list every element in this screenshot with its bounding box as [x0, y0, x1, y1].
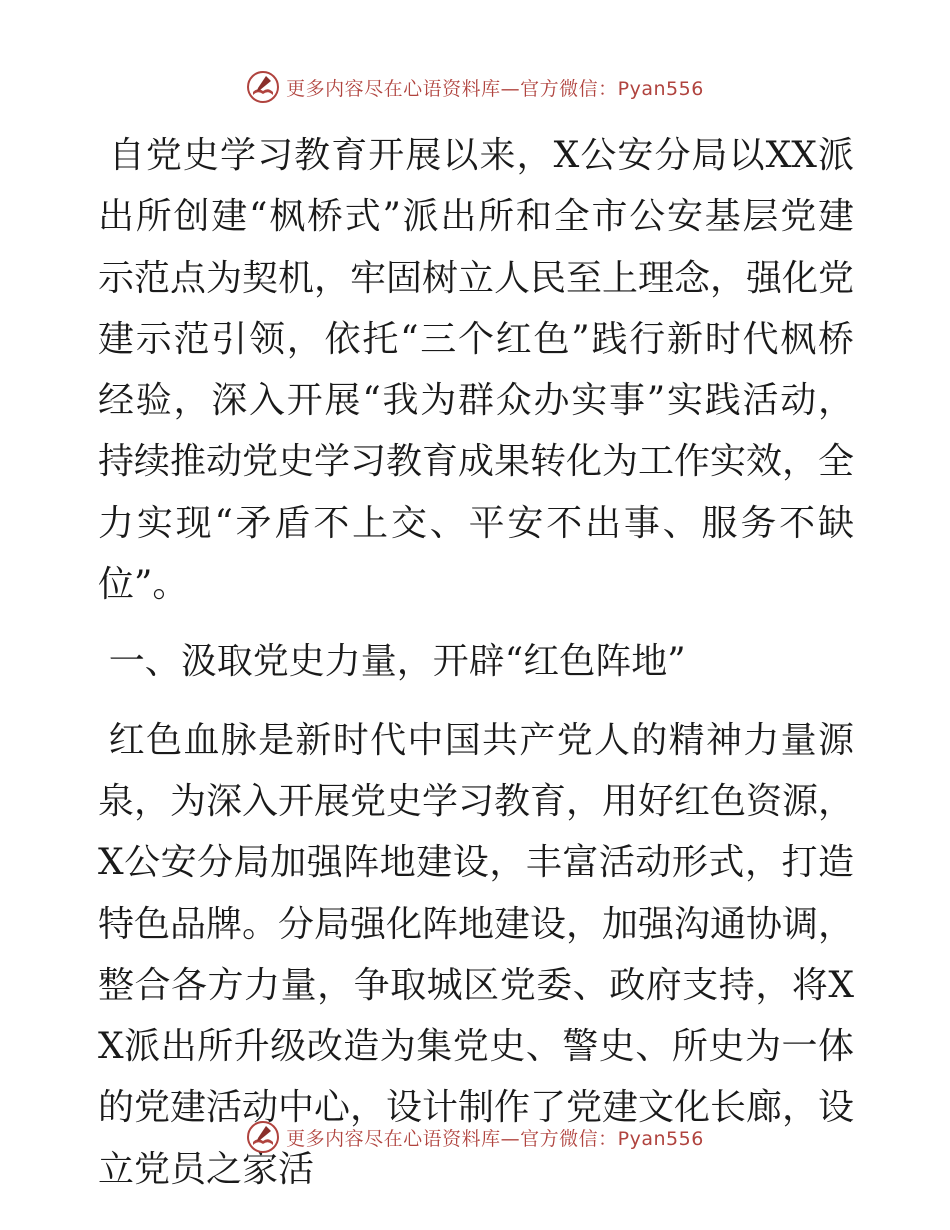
footer-banner [0, 1120, 950, 1154]
document-body [98, 125, 854, 1200]
paragraph-intro: 自党史学习教育开展以来，X公安分局以XX派出所创建“枫桥式”派出所和全市公安基层党建示范点为契机，牢固树立人民至上理念，强化党建示范引领，依托“三个红色”践行新时代枫桥经验，深入开展“我为群众办实事”实践活动，持续推动党史学习教育成果转化为工作实效，全力实现“矛盾不上交、平安不出事、服务不缺位”。 [98, 135, 855, 606]
paragraph-section-1: 红色血脉是新时代中国共产党人的精神力量源泉，为深入开展党史学习教育，用好红色资源，X公安分局加强阵地建设，丰富活动形式，打造特色品牌。分局强化阵地建设，加强沟通协调，整合各方力量，争取城区党委、政府支持，将XX派出所升级改造为集党史、警史、所史为一体的党建活动中心，设计制作了党建文化长廊，设立党员之家活 [98, 719, 855, 1190]
header-banner [0, 70, 950, 104]
book-pen-logo-icon [246, 70, 280, 104]
header-banner-text: 更多内容尽在心语资料库—官方微信：Pyan556 [286, 77, 704, 100]
book-pen-logo-icon [246, 1120, 280, 1154]
section-heading: 一、汲取党史力量，开辟“红色阵地” [108, 641, 686, 683]
footer-banner-text: 更多内容尽在心语资料库—官方微信：Pyan556 [286, 1127, 704, 1150]
